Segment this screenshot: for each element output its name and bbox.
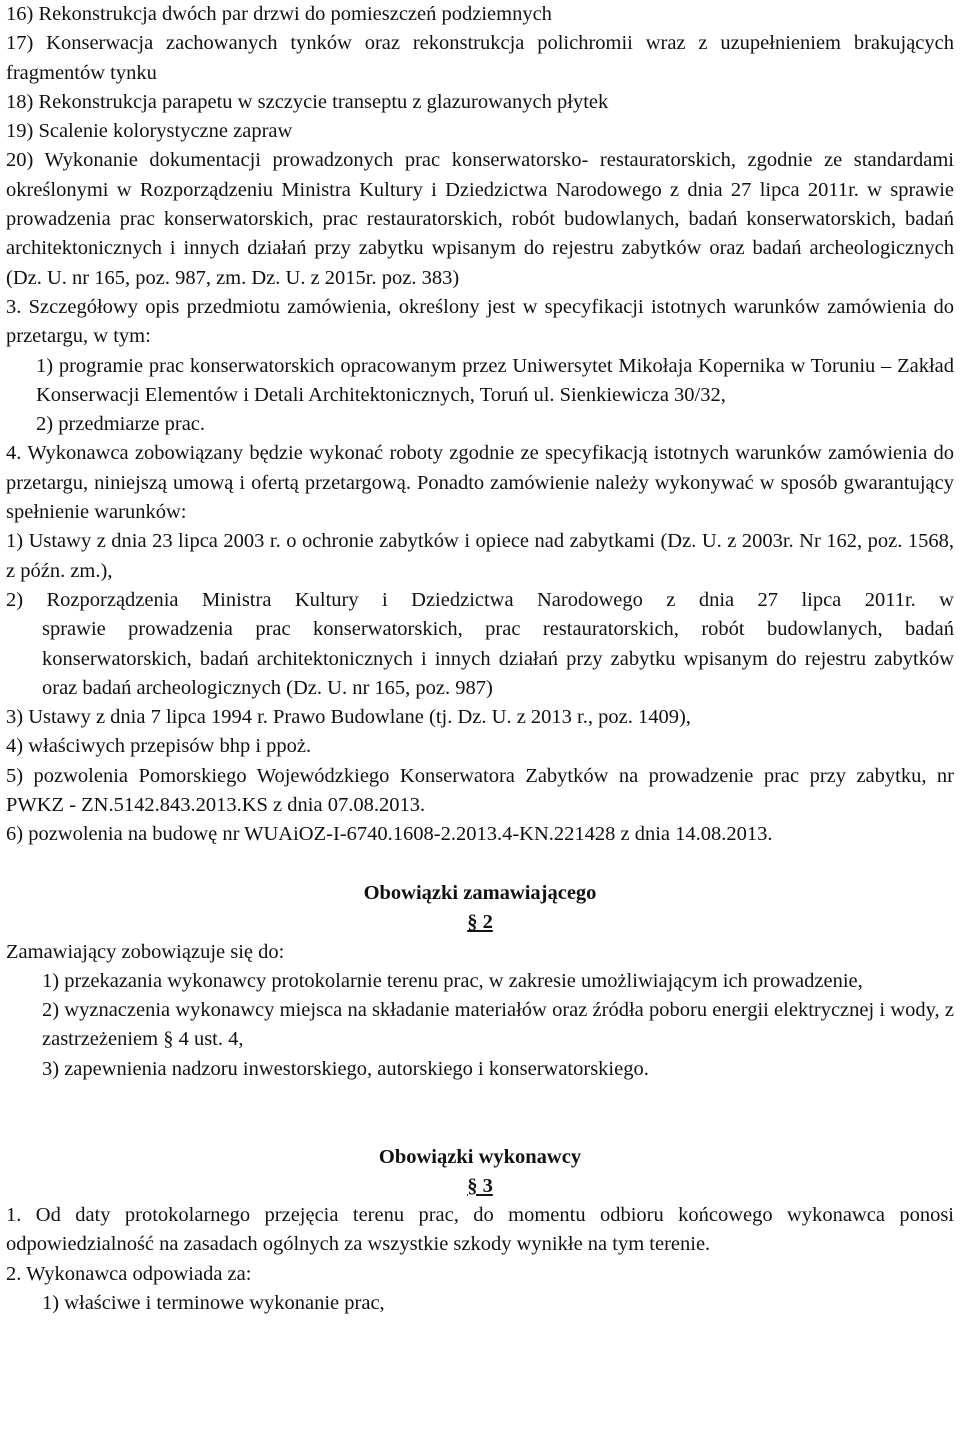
spacer: [6, 1084, 954, 1143]
list-item-20: 20) Wykonanie dokumentacji prowadzonych prac konserwatorsko- restauratorskich, zgodnie ze standardami określonymi w Rozporządzeniu Ministra Kultury i Dziedzictwa Narodowego z dnia 27 lipca 2011r. w sprawie prowadzenia prac konserwatorskich, prac restauratorskich, robót budowlanych, badań konserwatorskich, badań architektonicznych i innych działań przy zabytku wpisanym do rejestru zabytków oraz badań archeologicznych (Dz. U. nr 165, poz. 987, zm. Dz. U. z 2015r. poz. 383): [6, 149, 954, 289]
point-3-item-1: 1) programie prac konserwatorskich opracowanym przez Uniwersytet Mikołaja Kopernika w Toruniu – Zakład Konserwacji Elementów i Detali Architektonicznych, Toruń ul. Sienkiewicza 30/32,: [36, 354, 954, 406]
point-4-item-2-line: 2) Rozporządzenia Ministra Kultury i Dziedzictwa Narodowego z dnia 27 lipca 2011r. w: [6, 588, 954, 611]
list-item-17-cont: uzupełnieniem brakujących fragmentów tynku: [6, 32, 954, 84]
spacer: [6, 850, 954, 879]
section-3-mark: § 3: [467, 1174, 493, 1197]
point-4-item-5: 5) pozwolenia Pomorskiego Wojewódzkiego Konserwatora Zabytków na prowadzenie prac przy zabytku, nr PWKZ - ZN.5142.843.2013.KS z dnia 07.08.2013.: [6, 764, 954, 817]
section-3-para-1: 1. Od daty protokolarnego przejęcia terenu prac, do momentu odbioru końcowego wykonawca ponosi odpowiedzialność na zasadach ogólnych za wszystkie szkody wynikłe na tym terenie.: [6, 1204, 954, 1256]
point-3-intro: 3. Szczegółowy opis przedmiotu zamówienia, określony jest w specyfikacji istotnych warunków zamówienia do przetargu, w tym:: [6, 295, 954, 348]
section-2-item-1: 1) przekazania wykonawcy protokolarnie terenu prac, w zakresie umożliwiającym ich prowadzenie,: [42, 969, 863, 992]
list-item-17-text: 17) Konserwacja zachowanych tynków oraz rekonstrukcja polichromii wraz z: [6, 32, 708, 55]
section-2-mark: § 2: [467, 911, 493, 934]
document-page: [6, 0, 954, 1318]
list-item-17: [6, 29, 954, 88]
point-4-intro: 4. Wykonawca zobowiązany będzie wykonać roboty zgodnie ze specyfikacją istotnych warunków zamówienia do przetargu, niniejszą umową i ofertą przetargową. Ponadto zamówienie należy wykonywać w sposób gwarantujący spełnienie warunków:: [6, 442, 954, 524]
list-item-16: 16) Rekonstrukcja dwóch par drzwi do pomieszczeń podziemnych: [6, 3, 552, 25]
list-item-18: 18) Rekonstrukcja parapetu w szczycie transeptu z glazurowanych płytek: [6, 90, 609, 113]
section-2-heading: Obowiązki zamawiającego: [363, 881, 597, 904]
point-4-item-2-first: [6, 586, 954, 615]
list-item-19: 19) Scalenie kolorystyczne zapraw: [6, 120, 293, 143]
point-4-item-3: 3) Ustawy z dnia 7 lipca 1994 r. Prawo Budowlane (tj. Dz. U. z 2013 r., poz. 1409),: [6, 706, 691, 729]
point-4-item-1: 1) Ustawy z dnia 23 lipca 2003 r. o ochronie zabytków i opiece nad zabytkami (Dz. U. z 2003r. Nr 162, poz. 1568, z późn. zm.),: [6, 530, 954, 582]
point-4-item-6: 6) pozwolenia na budowę nr WUAiOZ-I-6740.1608-2.2013.4-KN.221428 z dnia 14.08.2013.: [6, 823, 773, 846]
section-2-intro: Zamawiający zobowiązuje się do:: [6, 940, 285, 963]
section-2-item-3: 3) zapewnienia nadzoru inwestorskiego, autorskiego i konserwatorskiego.: [42, 1057, 649, 1080]
section-3-para-2: 2. Wykonawca odpowiada za:: [6, 1262, 252, 1285]
section-3-item-1: 1) właściwe i terminowe wykonanie prac,: [42, 1292, 385, 1315]
section-3-heading: Obowiązki wykonawcy: [378, 1145, 582, 1168]
point-4-item-4: 4) właściwych przepisów bhp i ppoż.: [6, 735, 312, 758]
point-4-item-2-rest: sprawie prowadzenia prac konserwatorskich, prac restauratorskich, robót budowlanych, badań konserwatorskich, badań architektonicznych i innych działań przy zabytku wpisanym do rejestru zabytków oraz badań archeologicznych (Dz. U. nr 165, poz. 987): [42, 618, 954, 699]
section-2-item-2: 2) wyznaczenia wykonawcy miejsca na składanie materiałów oraz źródła poboru energii elektrycznej i wody, z zastrzeżeniem § 4 ust. 4,: [42, 999, 954, 1051]
point-3-item-2: 2) przedmiarze prac.: [36, 413, 206, 436]
